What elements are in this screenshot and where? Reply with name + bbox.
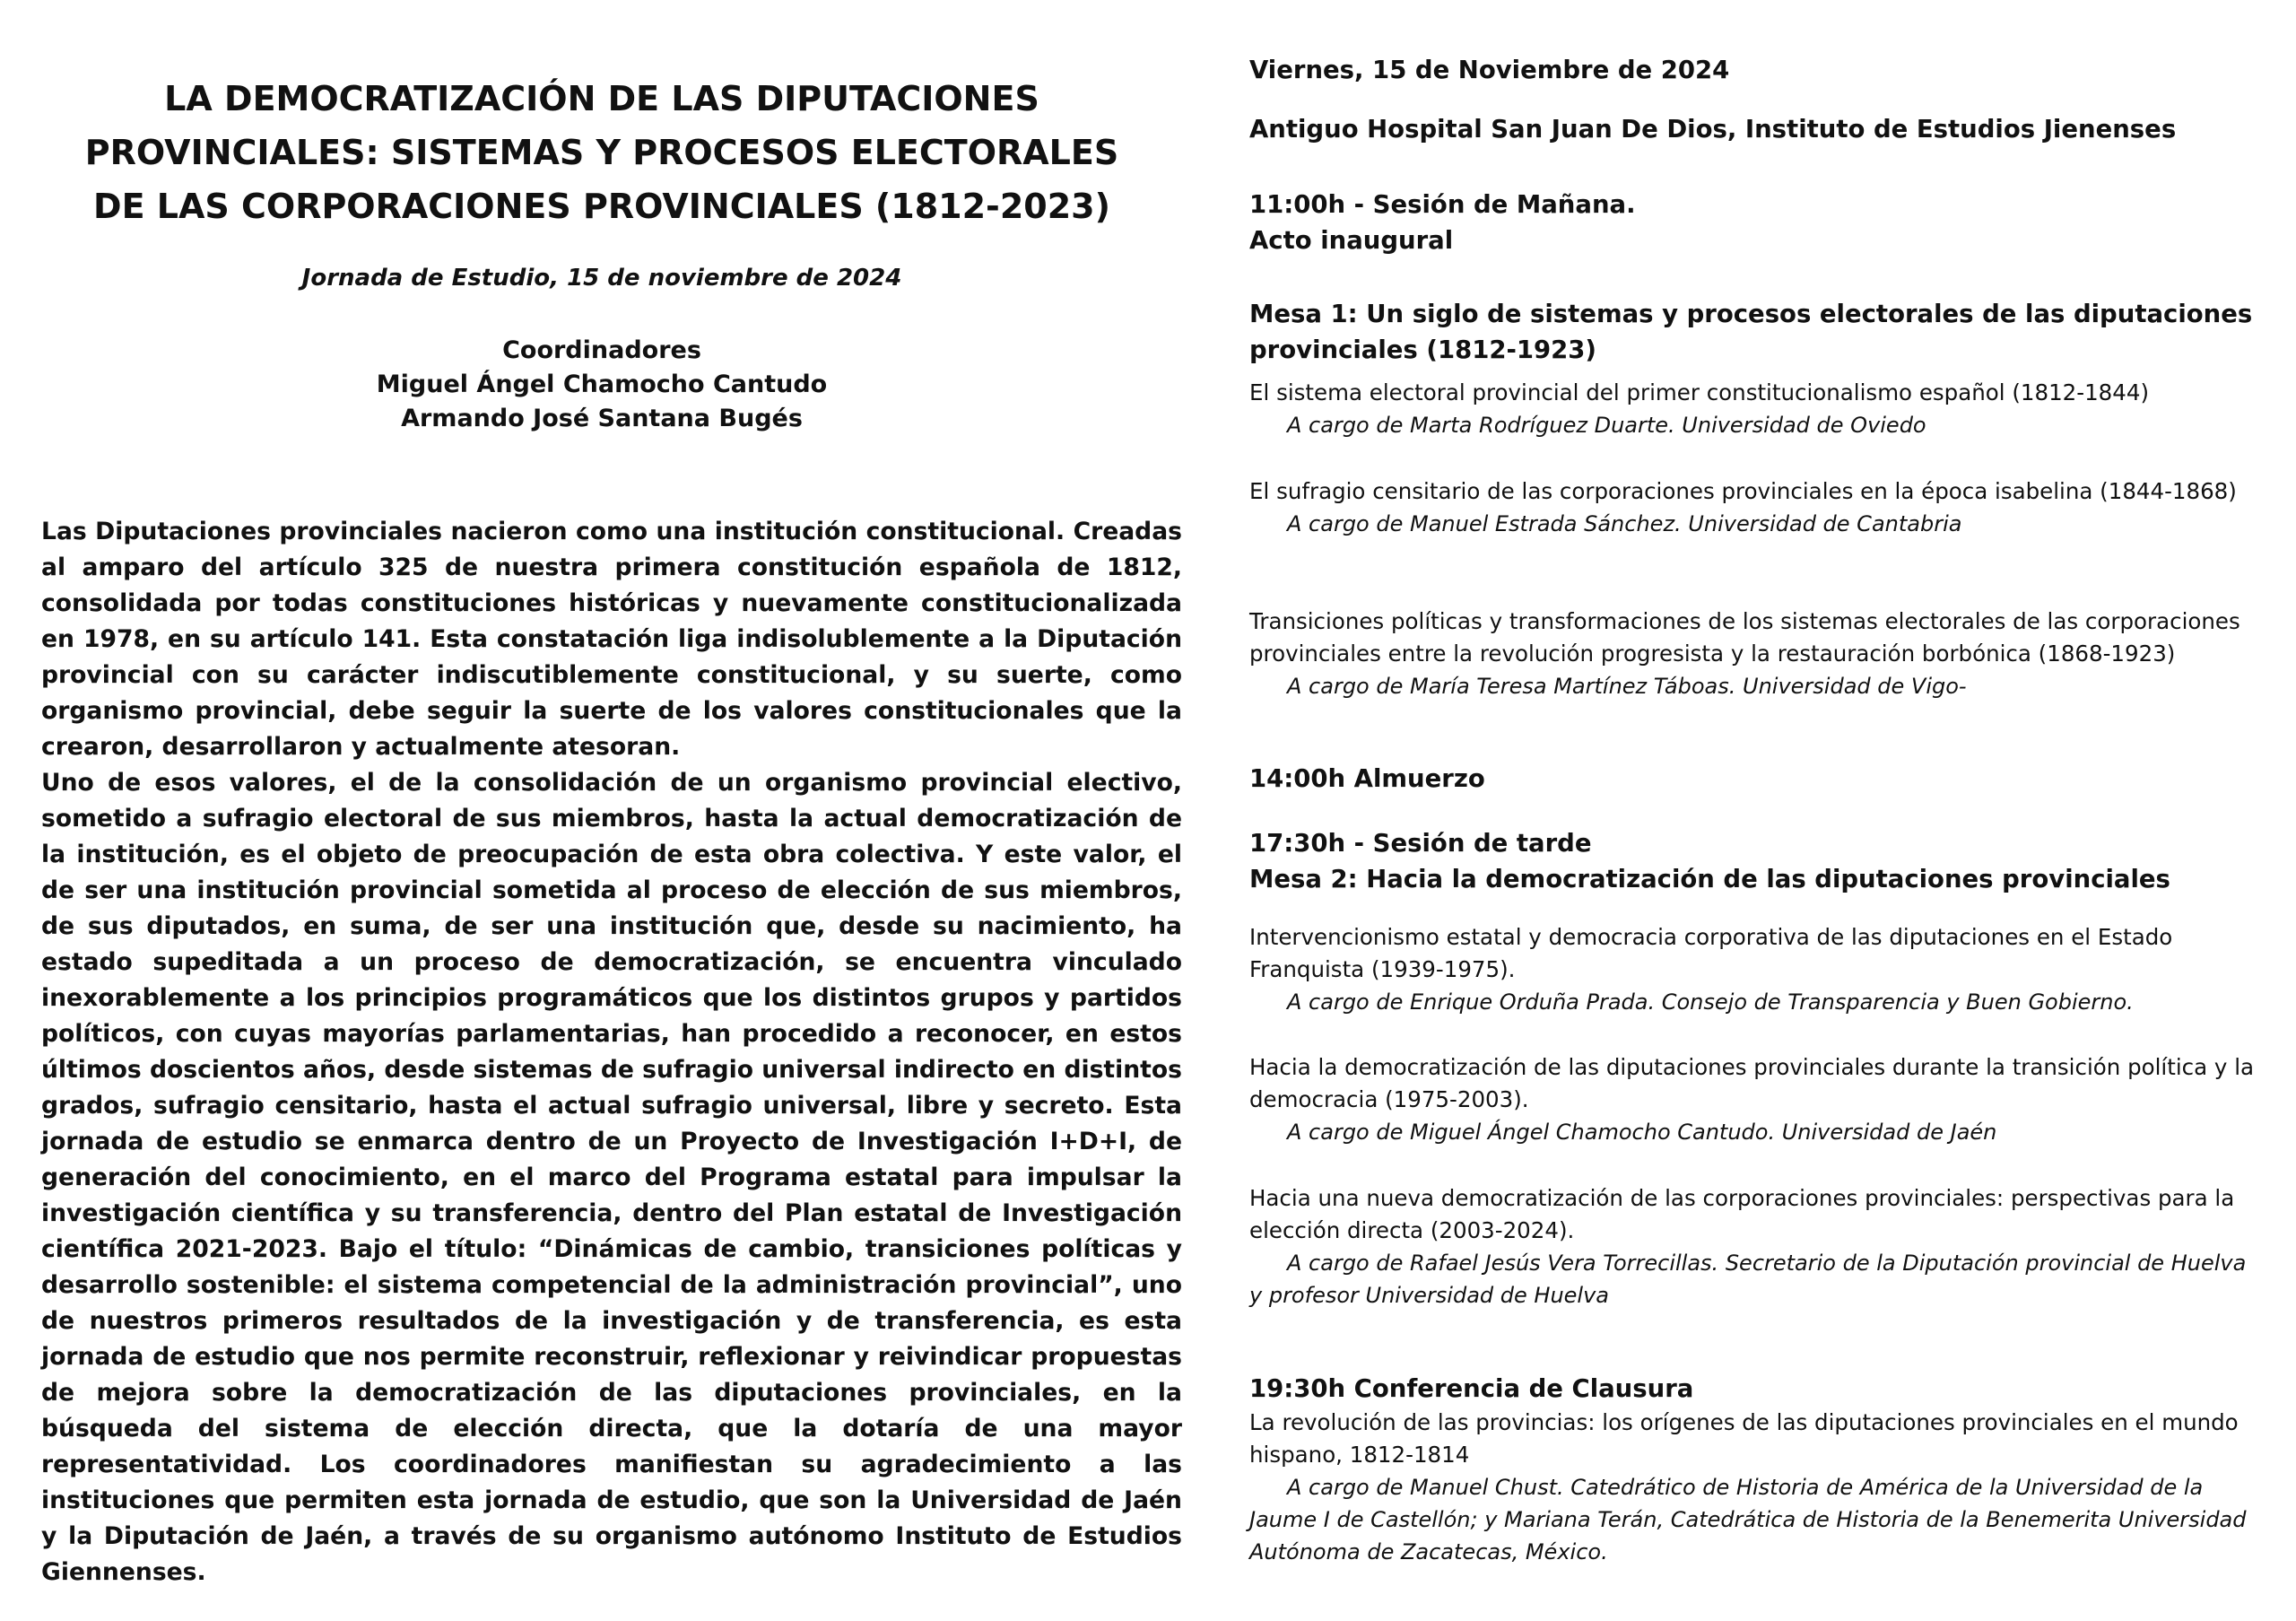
closing-conference-block: [1249, 1371, 2263, 1568]
opening-act: Acto inaugural: [1249, 226, 1454, 255]
talk-title: Hacia una nueva democratización de las corporaciones provinciales: perspectivas para la elección directa (2003-2024).: [1249, 1185, 2235, 1243]
intro-paragraph: Las Diputaciones provinciales nacieron como una institución constitucional. Creadas al amparo del artículo 325 de nuestra primera constitución española de 1812, consolidada por todas constituciones históricas y nuevamente constitucionalizada en 1978, en su artículo 141. Esta constatación liga indisolublemente a la Diputación provincial con su carácter indiscutiblemente constitucional, y su suerte, como organismo provincial, debe seguir la suerte de los valores constitucionales que la crearon, desarrollaron y actualmente atesoran.: [41, 518, 1182, 761]
mesa1-title: Mesa 1: Un siglo de sistemas y procesos electorales de las diputaciones provinciales (1812-1923): [1249, 300, 2253, 364]
talk-title: Transiciones políticas y transformaciones de los sistemas electorales de las corporaciones provinciales entre la revolución progresista y la restauración borbónica (1868-1923): [1249, 608, 2240, 667]
intro-paragraph: Uno de esos valores, el de la consolidación de un organismo provincial electivo, sometido a sufragio electoral de sus miembros, hasta la actual democratización de la institución, es el objeto de preocupación de esta obra colectiva. Y este valor, el de ser una institución provincial sometida al proceso de elección de sus miembros, de sus diputados, en suma, de ser una institución que, desde su nacimiento, ha estado supeditada a un proceso de democratización, se encuentra vinculado inexorablemente a los principios programáticos que los distintos grupos y partidos políticos, con cuyas mayorías parlamentarias, han procedido a reconocer, en estos últimos doscientos años, desde sistemas de sufragio universal indirecto en distintos grados, sufragio censitario, hasta el actual sufragio universal, libre y secreto. Esta jornada de estudio se enmarca dentro de un Proyecto de Investigación I+D+I, de generación del conocimiento, en el marco del Programa estatal para impulsar la investigación científica y su transferencia, dentro del Plan estatal de Investigación científica 2021-2023. Bajo el título: “Dinámicas de cambio, transiciones políticas y desarrollo sostenible: el sistema competencial de la administración provincial”, uno de nuestros primeros resultados de la investigación y de transferencia, es esta jornada de estudio que nos permite reconstruir, reflexionar y reivindicar propuestas de mejora sobre la democratización de las diputaciones provinciales, en la búsqueda del sistema de elección directa, que la dotaría de una mayor representatividad. Los coordinadores manifiestan su agradecimiento a las instituciones que permiten esta jornada de estudio, que son la Universidad de Jaén y la Diputación de Jaén, a través de su organismo autónomo Instituto de Estudios Giennenses.: [41, 769, 1182, 1586]
talk-speaker: A cargo de Enrique Orduña Prada. Consejo de Transparencia y Buen Gobierno.: [1287, 989, 2134, 1015]
morning-session-heading: 11:00h - Sesión de Mañana.: [1249, 190, 1636, 219]
left-column: [41, 0, 1189, 1621]
coordinator-name: Armando José Santana Bugés: [401, 405, 803, 432]
talk-speaker: A cargo de Manuel Chust. Catedrático de Historia de América de la Universidad de la Jaume I de Castellón; y Mariana Terán, Catedrática de Historia de la Benemerita Universidad Autónoma de Zacatecas, México.: [1249, 1475, 2247, 1564]
title-line: PROVINCIALES: SISTEMAS Y PROCESOS ELECTORALES: [84, 133, 1119, 172]
talk-title: El sistema electoral provincial del primer constitucionalismo español (1812-1844): [1249, 379, 2150, 405]
talk-speaker: A cargo de Marta Rodríguez Duarte. Universidad de Oviedo: [1287, 413, 1926, 438]
introduction-text: [41, 514, 1182, 1590]
talk-speaker: A cargo de María Teresa Martínez Táboas. Universidad de Vigo-: [1287, 674, 1967, 699]
mesa2-talk: [1249, 1051, 2263, 1148]
talk-title: Intervencionismo estatal y democracia corporativa de las diputaciones en el Estado Franquista (1939-1975).: [1249, 924, 2173, 982]
lunch-heading: 14:00h Almuerzo: [1249, 764, 1485, 793]
program-column: [1249, 0, 2263, 1621]
program-date-block: [1249, 52, 2263, 88]
mesa1-talk: [1249, 377, 2263, 441]
afternoon-session-heading: 17:30h - Sesión de tarde: [1249, 829, 1592, 858]
program-date: Viernes, 15 de Noviembre de 2024: [1249, 56, 1730, 84]
talk-title: Hacia la democratización de las diputaciones provinciales durante la transición política y la democracia (1975-2003).: [1249, 1054, 2255, 1112]
mesa2-talk: [1249, 921, 2263, 1018]
closing-heading: 19:30h Conferencia de Clausura: [1249, 1374, 1694, 1403]
mesa1-heading-block: [1249, 296, 2263, 368]
coordinators-heading: Coordinadores: [502, 336, 701, 364]
talk-title: La revolución de las provincias: los orígenes de las diputaciones provinciales en el mundo hispano, 1812-1814: [1249, 1409, 2239, 1468]
event-subtitle: Jornada de Estudio, 15 de noviembre de 2024: [301, 265, 902, 292]
mesa1-talk: [1249, 606, 2263, 702]
talk-speaker: A cargo de Manuel Estrada Sánchez. Universidad de Cantabria: [1287, 511, 1962, 536]
mesa1-talk: [1249, 475, 2263, 540]
mesa2-title: Mesa 2: Hacia la democratización de las diputaciones provinciales: [1249, 865, 2170, 893]
talk-speaker: A cargo de Rafael Jesús Vera Torrecillas. Secretario de la Diputación provincial de Huelva y profesor Universidad de Huelva: [1249, 1251, 2247, 1308]
venue-block: [1249, 111, 2263, 147]
title-line: LA DEMOCRATIZACIÓN DE LAS DIPUTACIONES: [164, 79, 1039, 118]
mesa2-talk: [1249, 1182, 2263, 1312]
document-title: [41, 72, 1162, 233]
title-line: DE LAS CORPORACIONES PROVINCIALES (1812-2023): [93, 187, 1110, 226]
coordinator-name: Miguel Ángel Chamocho Cantudo: [376, 370, 828, 398]
coordinators-block: [41, 334, 1162, 436]
lunch-block: [1249, 761, 2263, 797]
afternoon-session-block: [1249, 825, 2263, 897]
venue: Antiguo Hospital San Juan De Dios, Instituto de Estudios Jienenses: [1249, 115, 2177, 144]
morning-session-block: [1249, 187, 2263, 258]
talk-speaker: A cargo de Miguel Ángel Chamocho Cantudo. Universidad de Jaén: [1287, 1120, 1997, 1145]
talk-title: El sufragio censitario de las corporaciones provinciales en la época isabelina (1844-1868): [1249, 478, 2237, 504]
